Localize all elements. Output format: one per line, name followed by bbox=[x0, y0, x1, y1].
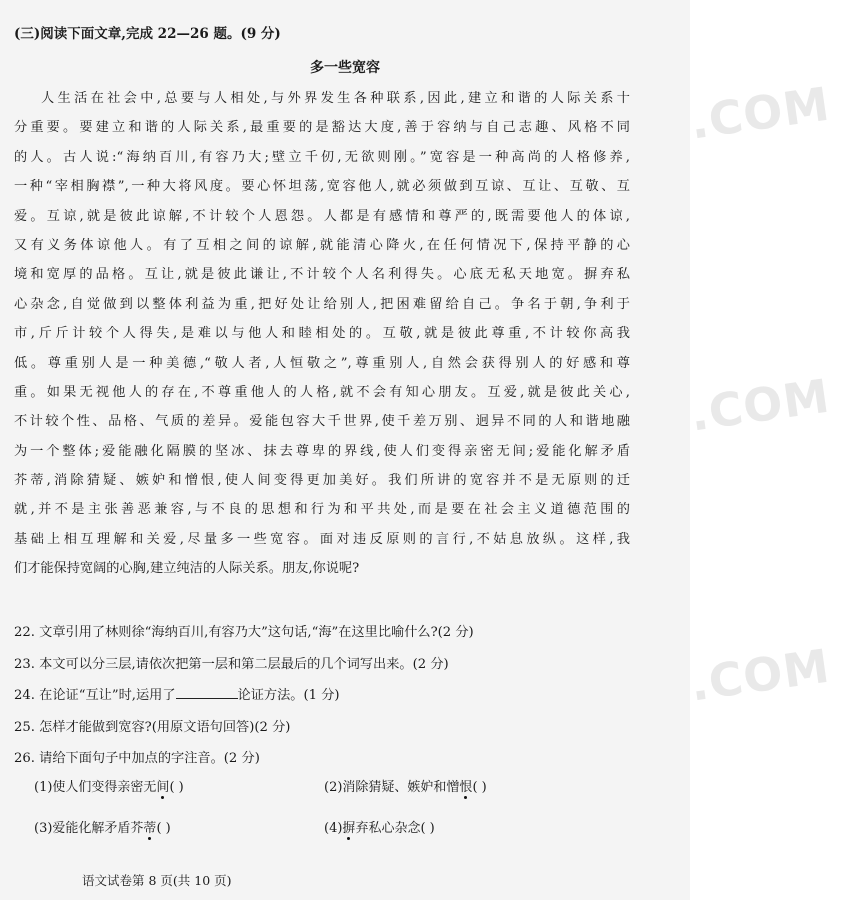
watermark: .COM bbox=[686, 76, 834, 150]
paragraph-line: 们才能保持宽阔的心胸,建立纯洁的人际关系。朋友,你说呢? bbox=[14, 561, 360, 577]
watermark: .COM bbox=[686, 638, 834, 712]
paragraph-line: 分重要。要建立和谐的人际关系,最重要的是豁达大度,善于容纳与自己志趣、风格不同 bbox=[14, 120, 630, 136]
paragraph-line: 爱。互谅,就是彼此谅解,不计较个人恩怨。人都是有感情和尊严的,既需要他人的体谅, bbox=[14, 208, 630, 224]
pinyin-blank[interactable]: 弃私心杂念( ) bbox=[355, 821, 435, 836]
question-24-text: 24. 在论证“互让”时,运用了 bbox=[14, 688, 176, 703]
question-25: 25. 怎样才能做到宽容?(用原文语句回答)(2 分) bbox=[14, 719, 291, 735]
sub-item-text: (4) bbox=[324, 821, 343, 836]
page-footer: 语文试卷第 8 页(共 10 页) bbox=[82, 873, 232, 888]
paragraph-line: 一种“宰相胸襟”,一种大将风度。要心怀坦荡,宽容他人,就必须做到互谅、互让、互敬、互 bbox=[14, 179, 630, 195]
paragraph-line: 的人。古人说:“海纳百川,有容乃大;壁立千仞,无欲则刚。”宽容是一种高尚的人格修养, bbox=[14, 149, 630, 165]
paragraph-line: 市,斤斤计较个人得失,是难以与他人和睦相处的。互敬,就是彼此尊重,不计较你高我 bbox=[14, 326, 630, 342]
paragraph-line: 心杂念,自觉做到以整体利益为重,把好处让给别人,把困难留给自己。争名于朝,争利于 bbox=[14, 296, 630, 312]
section-heading: (三)阅读下面文章,完成 22—26 题。(9 分) bbox=[14, 26, 281, 42]
dotted-char: 间 bbox=[156, 776, 169, 795]
pinyin-blank[interactable]: ( ) bbox=[156, 821, 171, 836]
article-title: 多一些宽容 bbox=[310, 60, 380, 76]
paragraph-line: 不计较个性、品格、气质的差异。爱能包容大千世界,使千差万别、迥异不同的人和谐地融 bbox=[14, 414, 630, 430]
question-22: 22. 文章引用了林则徐“海纳百川,有容乃大”这句话,“海”在这里比喻什么?(2 分) bbox=[14, 625, 474, 640]
sub-item-1 bbox=[34, 776, 184, 795]
sub-item-2 bbox=[324, 776, 487, 795]
sub-item-text: (1)使人们变得亲密无 bbox=[34, 780, 157, 795]
pinyin-blank[interactable]: ( ) bbox=[472, 780, 487, 795]
paragraph-line: 为一个整体;爱能融化隔膜的坚冰、抹去尊卑的界线,使人们变得亲密无间;爱能化解矛盾 bbox=[14, 443, 630, 459]
paragraph-line: 境和宽厚的品格。互让,就是彼此谦让,不计较个人名利得失。心底无私天地宽。摒弃私 bbox=[14, 267, 630, 283]
bottom-margin bbox=[0, 900, 857, 915]
dotted-char: 摒 bbox=[342, 817, 355, 836]
sub-item-text: (3)爱能化解矛盾芥 bbox=[34, 821, 144, 836]
dotted-char: 恨 bbox=[459, 776, 472, 795]
paragraph-line: 就,并不是主张善恶兼容,与不良的思想和行为和平共处,而是要在社会主义道德范围的 bbox=[14, 502, 630, 518]
pinyin-blank[interactable]: ( ) bbox=[169, 780, 184, 795]
sub-item-4 bbox=[324, 817, 435, 836]
paragraph-line: 又有义务体谅他人。有了互相之间的谅解,就能清心降火,在任何情况下,保持平静的心 bbox=[14, 237, 630, 253]
question-23: 23. 本文可以分三层,请依次把第一层和第二层最后的几个词写出来。(2 分) bbox=[14, 656, 449, 672]
dotted-char: 蒂 bbox=[143, 817, 156, 836]
article-paragraph bbox=[14, 84, 630, 584]
paragraph-line: 基础上相互理解和关爱,尽量多一些宽容。面对违反原则的言行,不姑息放纵。这样,我 bbox=[14, 531, 630, 547]
question-24 bbox=[14, 680, 474, 712]
question-list bbox=[14, 617, 474, 775]
paragraph-line: 低。尊重别人是一种美德,“敬人者,人恒敬之”,尊重别人,自然会获得别人的好感和尊 bbox=[14, 355, 630, 371]
question-24-text-end: 论证方法。(1 分) bbox=[237, 688, 340, 703]
paragraph-line: 人生活在社会中,总要与人相处,与外界发生各种联系,因此,建立和谐的人际关系十 bbox=[41, 91, 630, 106]
sub-item-3 bbox=[34, 817, 171, 836]
paragraph-line: 芥蒂,消除猜疑、嫉妒和憎恨,使人间变得更加美好。我们所讲的宽容并不是无原则的迁 bbox=[14, 473, 630, 489]
sub-item-text: (2)消除猜疑、嫉妒和憎 bbox=[324, 780, 460, 795]
answer-blank[interactable] bbox=[176, 686, 238, 699]
question-26: 26. 请给下面句子中加点的字注音。(2 分) bbox=[14, 751, 260, 766]
paragraph-line: 重。如果无视他人的存在,不尊重他人的人格,就不会有知心朋友。互爱,就是彼此关心, bbox=[14, 384, 630, 400]
watermark: .COM bbox=[686, 368, 834, 442]
